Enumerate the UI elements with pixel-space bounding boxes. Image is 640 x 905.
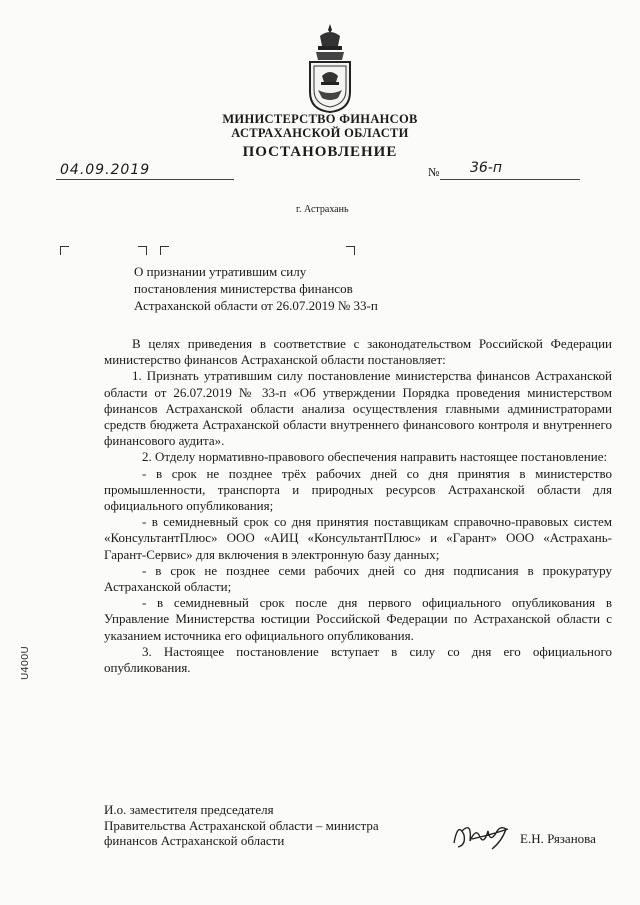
title-line: постановления министерства финансов [134, 281, 353, 296]
ministry-name-line1: МИНИСТЕРСТВО ФИНАНСОВ [222, 112, 418, 126]
margin-note: U400U [20, 646, 31, 680]
intro-paragraph: В целях приведения в соответствие с законодательством Российской Федерации министерство финансов Астраханской области постановляет: [104, 336, 612, 368]
bullet-paragraph: - в семидневный срок со дня принятия поставщикам справочно-правовых систем «КонсультантПлюс» ООО «АИЦ «КонсультантПлюс» и «Гарант» ООО «Астрахань-Гарант-Сервис» для включения в электронную базу данных; [104, 514, 612, 562]
bullet-paragraph: - в семидневный срок после дня первого официального опубликования в Управление Министерства юстиции Российской Федерации по Астраханской области с указанием источника его официального опубликования. [104, 595, 612, 643]
bullet-paragraph: - в срок не позднее семи рабочих дней со дня подписания в прокуратуру Астраханской области; [104, 562, 612, 595]
document-date: 04.09.2019 [60, 162, 151, 178]
number-underline [440, 179, 580, 180]
ministry-name-line2: АСТРАХАНСКОЙ ОБЛАСТИ [231, 126, 409, 140]
bullet-paragraph: - в срок не позднее трёх рабочих дней со дня принятия в министерство промышленности, транспорта и природных ресурсов Астраханской области для официального опубликования; [104, 465, 612, 514]
handwritten-signature [448, 813, 518, 853]
signatory-line: И.о. заместителя председателя [104, 802, 274, 817]
document-number: 36-п [470, 160, 503, 176]
title-bracket-mid-left [160, 246, 169, 255]
title-bracket-left [60, 246, 69, 255]
title-line: Астраханской области от 26.07.2019 № 33-п [134, 298, 378, 313]
number-sign: № [428, 165, 440, 179]
coat-of-arms-emblem [300, 22, 360, 114]
city-label: г. Астрахань [296, 204, 349, 215]
signatory-line: Правительства Астраханской области – министра [104, 817, 379, 833]
item-2-paragraph: 2. Отделу нормативно-правового обеспечения направить настоящее постановление: [142, 449, 608, 465]
signatory-position [104, 802, 379, 849]
signatory-name: Е.Н. Рязанова [520, 831, 596, 846]
item-3-paragraph: 3. Настоящее постановление вступает в силу со дня его официального опубликования. [104, 643, 612, 676]
document-body [104, 336, 612, 676]
document-type-heading: ПОСТАНОВЛЕНИЕ [242, 144, 398, 160]
title-line: О признании утратившим силу [134, 264, 307, 279]
signatory-line: финансов Астраханской области [104, 833, 285, 848]
date-underline [56, 179, 234, 180]
document-title [134, 263, 378, 314]
title-bracket-right [346, 246, 355, 255]
item-1-paragraph: 1. Признать утратившим силу постановление министерства финансов Астраханской области от 26.07.2019 № 33-п «Об утверждении Порядка проведения министерством финансов Астраханской области анализа осуществления главными администраторами средств бюджета Астраханской области внутреннего финансового контроля и внутреннего финансового аудита». [104, 368, 612, 449]
title-bracket-mid-right [138, 246, 147, 255]
